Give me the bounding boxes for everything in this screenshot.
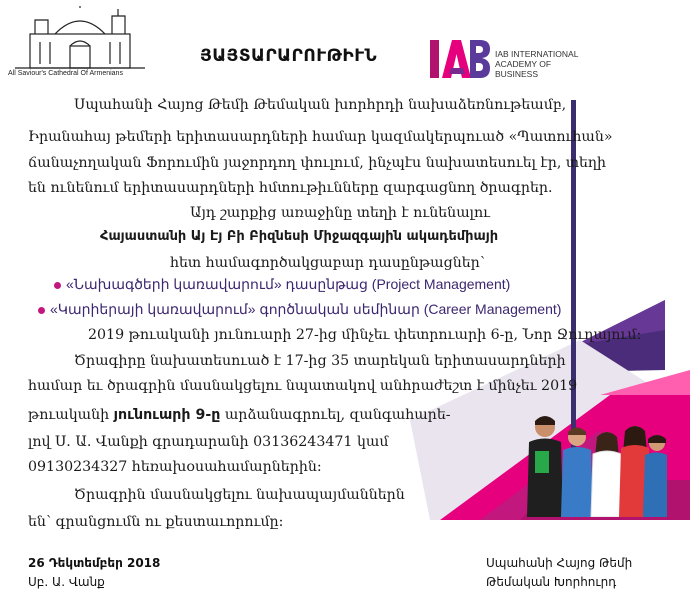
registration-line-1: Ծրագիրը նախատեսուած է 17-ից 35 տարեկան երիտասարդների xyxy=(74,353,566,369)
iab-name-line-3: BUSINESS xyxy=(495,69,538,79)
bullet-text: «Կարիերայի կառավարում» գործնական սեմինար (Career Management) xyxy=(50,301,562,317)
students-photo xyxy=(517,407,667,517)
registration-line-2: համար եւ ծրագրին մասնակցելու նպատակով անհրաժեշտ է մինչեւ 2019 xyxy=(28,378,578,394)
registration-year-word: թուականի xyxy=(28,407,110,423)
iab-name-line-1: IAB INTERNATIONAL xyxy=(495,49,579,59)
footer-place: Սբ. Ա. Վանք xyxy=(28,575,105,589)
academy-name: Հայաստանի Այ Էյ Բի Բիզնեսի Միջազգային ակադեմիայի xyxy=(100,229,499,244)
body-line-5: Այդ շարքից առաջինը տեղի է ունենալու xyxy=(190,205,491,221)
body-line-7: հետ համագործակցաբար դասընթացներ՝ xyxy=(170,255,485,271)
prerequisites-line-2: են՝ գրանցումն ու քեստաւորումը: xyxy=(28,514,284,530)
footer-date: 26 Դեկտեմբեր 2018 xyxy=(28,556,161,570)
registration-line-3 xyxy=(28,407,451,423)
body-line-1: Սպահանի Հայոց Թեմի Թեմական խորհրդի նախաձեռնութեամբ, xyxy=(74,97,567,113)
body-line-2: Իրանահայ թեմերի երիտասարդների համար կազմակերպուած «Պատուհան» xyxy=(28,129,613,145)
iab-name-line-2: ACADEMY OF xyxy=(495,59,552,69)
registration-register-text: արձանագրուել, զանգահարե- xyxy=(224,407,451,423)
body-line-3: ճանաչողական Ֆորումին յաջորդող փուլում, ինչպէս նախատեսուել էր, տեղի xyxy=(28,155,606,171)
footer-org-line-1: Սպահանի Հայոց Թեմի xyxy=(486,556,633,570)
prerequisites-line-1: Ծրագրին մասնակցելու նախապայմաններն xyxy=(74,487,405,503)
body-line-4: են ունենում երիտասարդների հմտութիւնները զարգացնող ծրագրեր. xyxy=(28,180,553,196)
date-line: 2019 թուականի յունուարի 27-ից մինչեւ փետրուարի 6-ը, Նոր Ջուղայում: xyxy=(88,327,642,343)
registration-line-4: լով Ս. Ա. Վանքի գրադարանի 03136243471 կամ xyxy=(28,434,389,450)
iab-name xyxy=(495,49,578,79)
bullet-dot-icon xyxy=(54,282,61,289)
bullet-project-management xyxy=(54,276,510,293)
footer-org-line-2: Թեմական Խորհուրդ xyxy=(486,575,617,589)
bullet-career-management xyxy=(38,301,561,318)
page-title: ՅԱՅՏԱՐԱՐՈՒԹԻՒՆ xyxy=(200,46,378,66)
bullet-dot-icon xyxy=(38,307,45,314)
iab-logo xyxy=(430,38,490,80)
bullet-text: «Նախագծերի կառավարում» դասընթաց (Project Management) xyxy=(66,276,511,292)
deadline-date: յունուարի 9-ը xyxy=(113,407,221,423)
phone-numbers-line: 09130234327 հեռախօսահամարներին: xyxy=(28,459,322,475)
cathedral-caption: All Saviour's Cathedral Of Armenians xyxy=(8,70,123,77)
